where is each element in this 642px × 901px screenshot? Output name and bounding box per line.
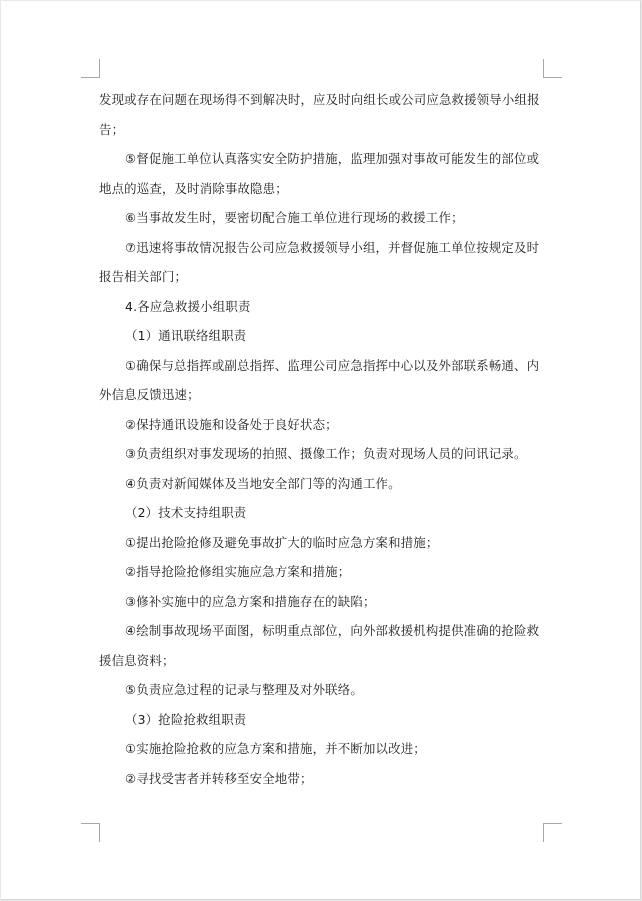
paragraph: ④绘制事故现场平面图，标明重点部位，向外部救援机构提供准确的抢险救援信息资料； (99, 623, 540, 668)
crop-mark-bottom-left (81, 823, 100, 842)
paragraph: ⑥当事故发生时，要密切配合施工单位进行现场的救援工作； (125, 210, 464, 225)
paragraph: ⑤督促施工单位认真落实安全防护措施，监理加强对事故可能发生的部位或地点的巡查，及时消除事故隐患； (99, 151, 540, 196)
subsection-heading: （1）通讯联络组职责 (125, 328, 247, 343)
paragraph: ②保持通讯设施和设备处于良好状态； (125, 416, 338, 432)
section-heading: 4.各应急救援小组职责 (125, 298, 251, 314)
paragraph: ⑦迅速将事故情况报告公司应急救援领导小组，并督促施工单位按规定及时报告相关部门； (99, 239, 540, 284)
paragraph: ⑤负责应急过程的记录与整理及对外联络。 (125, 682, 363, 697)
paragraph: ④负责对新闻媒体及当地安全部门等的沟通工作。 (125, 475, 401, 491)
document-page (1, 1, 641, 900)
paragraph: ①提出抢险抢修及避免事故扩大的临时应急方案和措施； (125, 534, 439, 550)
subsection-heading: （3）抢险抢救组职责 (125, 711, 247, 727)
paragraph: ②指导抢险抢修组实施应急方案和措施； (125, 564, 351, 579)
crop-mark-bottom-right (543, 823, 562, 842)
paragraph: ①确保与总指挥或副总指挥、监理公司应急指挥中心以及外部联系畅通、内外信息反馈迅速； (99, 357, 540, 402)
subsection-heading: （2）技术支持组职责 (125, 505, 247, 520)
paragraph: 发现或存在问题在现场得不到解决时，应及时向组长或公司应急救援领导小组报告； (99, 92, 540, 137)
paragraph: ③负责组织对事发现场的拍照、摄像工作；负责对现场人员的问讯记录。 (125, 446, 527, 461)
document-body (99, 85, 545, 793)
paragraph: ②寻找受害者并转移至安全地带； (125, 770, 313, 786)
paragraph: ①实施抢险抢救的应急方案和措施，并不断加以改进； (125, 741, 426, 756)
crop-mark-top-left (81, 59, 100, 78)
paragraph: ③修补实施中的应急方案和措施存在的缺陷； (125, 593, 376, 609)
crop-mark-top-right (543, 59, 562, 78)
